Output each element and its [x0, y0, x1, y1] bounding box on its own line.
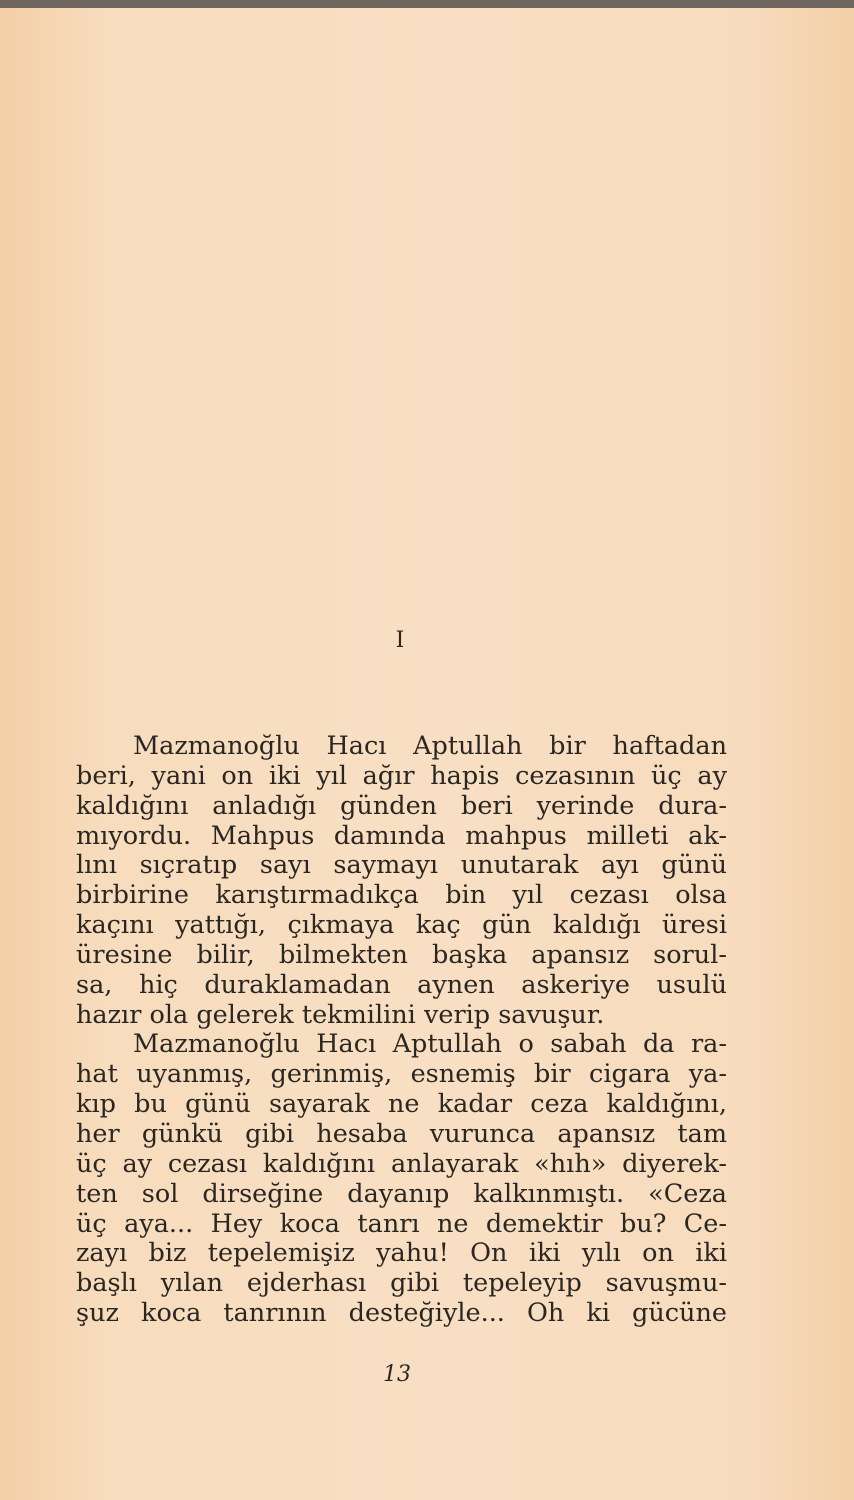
text-line: hazır ola gelerek tekmilini verip savuşur. — [76, 999, 605, 1030]
text-line: ten sol dirseğine dayanıp kalkınmıştı. «Ceza — [76, 1178, 727, 1209]
text-line: üç ay cezası kaldığını anlayarak «hıh» diyerek- — [76, 1148, 727, 1179]
text-line: beri, yani on iki yıl ağır hapis cezasının üç ay — [76, 760, 727, 791]
text-line: zayı biz tepelemişiz yahu! On iki yılı on iki — [76, 1238, 727, 1269]
text-line: Mazmanoğlu Hacı Aptullah bir haftadan — [133, 731, 727, 761]
text-line: üç aya... Hey koca tanrı ne demektir bu? Ce- — [76, 1208, 727, 1239]
body-text — [76, 732, 727, 1329]
text-line: mıyordu. Mahpus damında mahpus milleti ak- — [76, 820, 727, 851]
text-line: üresine bilir, bilmekten başka apansız sorul- — [76, 939, 727, 970]
text-line: başlı yılan ejderhası gibi tepeleyip savuşmu- — [76, 1268, 727, 1299]
page-top-edge — [0, 0, 854, 8]
text-line: şuz koca tanrının desteğiyle... Oh ki gücüne — [76, 1298, 727, 1329]
text-line: lını sıçratıp sayı saymayı unutarak ayı günü — [76, 850, 727, 881]
chapter-numeral: I — [395, 628, 405, 653]
text-line: birbirine karıştırmadıkça bin yıl cezası olsa — [76, 880, 727, 911]
text-line: kaçını yattığı, çıkmaya kaç gün kaldığı üresi — [76, 910, 727, 941]
text-line: kıp bu günü sayarak ne kadar ceza kaldığını, — [76, 1089, 727, 1120]
text-line: her günkü gibi hesaba vurunca apansız tam — [76, 1118, 727, 1149]
text-line: Mazmanoğlu Hacı Aptullah o sabah da ra- — [133, 1029, 727, 1060]
page-number: 13 — [383, 1362, 411, 1387]
text-line: hat uyanmış, gerinmiş, esnemiş bir cigara ya- — [76, 1059, 727, 1090]
text-line: kaldığını anladığı günden beri yerinde dura- — [76, 790, 727, 821]
text-line: sa, hiç duraklamadan aynen askeriye usulü — [76, 969, 727, 1000]
